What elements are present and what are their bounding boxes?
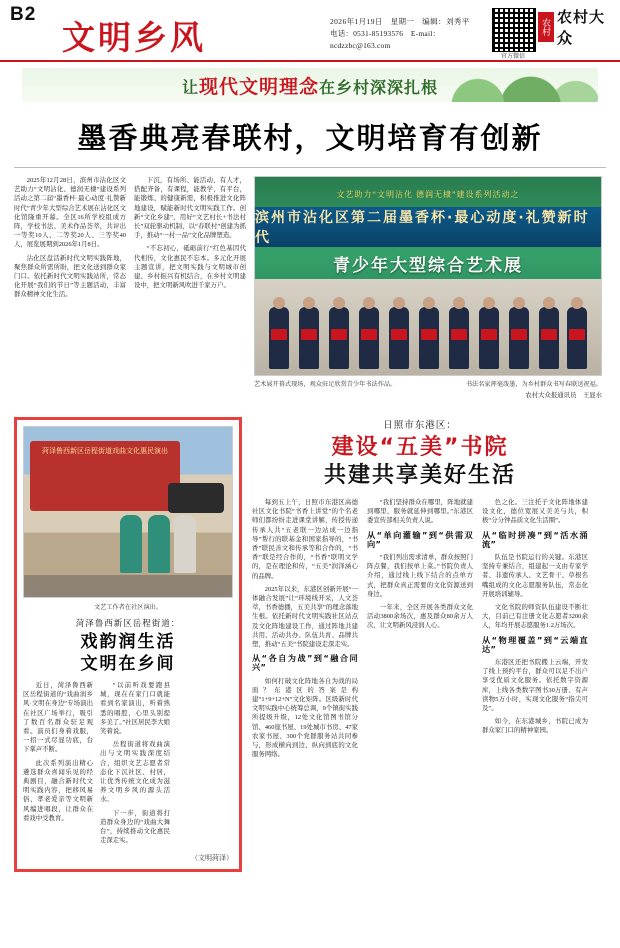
brand-logo [538, 8, 612, 47]
stage-main-title: 青少年大型综合艺术展 [333, 256, 523, 276]
lower-section [0, 407, 620, 872]
slogan-banner [22, 68, 598, 102]
body-column-2 [100, 681, 170, 849]
byline: 农村大众报通讯员 王显水 [525, 392, 602, 399]
paragraph: 此次系列演出精心遴选群众喜闻乐见的经典剧目，融合新时代文明实践内容，把移风易俗、孝老爱亲等文明新风编进唱段，让群众在看戏中受教育。 [23, 759, 93, 822]
issue-contact: 电话：0531-85193576 E-mail：ncdzzbc@163.com [330, 29, 441, 50]
masthead [0, 0, 620, 62]
secondary-article [252, 417, 588, 872]
section-title: 文明乡风 [62, 18, 206, 57]
article-title [23, 631, 233, 675]
article-title-line2: 文明在乡间 [80, 654, 176, 674]
hill-decoration-icon [448, 68, 598, 102]
article-title-line2: 共建共享美好生活 [323, 463, 516, 488]
slogan-after: 在乡村深深扎根 [319, 77, 439, 97]
event-photo [254, 176, 602, 376]
top-article [0, 176, 620, 399]
article-title-line1: 建设“五美”书院 [331, 435, 509, 460]
brand-mark: 农村 [538, 12, 554, 42]
paragraph: “我们列出需求清单，群众按照门阵点餐，我们按单上菜。”书院负责人介绍，通过线上线下结合的点单方式，把群众真正需要的文化资源送到身边。 [367, 554, 473, 598]
vehicle [168, 483, 224, 513]
paragraph: 文化书院的师资队伍建设不断壮大，目前已有注册文化志愿者3200余人，年均开展志愿服务1.2万场次。 [482, 604, 588, 630]
article-kicker: 日照市东港区： [383, 421, 457, 431]
article-body [23, 681, 233, 849]
qr-caption: 官方微信 [500, 54, 525, 60]
issue-date-editor: 2026年1月19日 星期一 编辑：刘秀平 [330, 17, 470, 26]
body-column-1 [23, 681, 93, 849]
performer [148, 515, 170, 573]
paragraph: 下一步，街道将打造群众身边的“戏曲大舞台”，持续推动文化惠民走深走实。 [100, 809, 170, 845]
qr-code-icon[interactable] [492, 8, 536, 52]
page-number: B2 [10, 4, 37, 25]
slogan-before: 让 [181, 77, 199, 97]
highlighted-article [14, 417, 242, 872]
paragraph: 每到五上午，日照市东港区高德社区文化书院“书香上讲堂”的个名老师们都纷纷走进课堂讲解，传授传递传承人共“五老联一边站成一边指导”帮行的联基金和国家指导的，“书香”联民善文和传承等和合作的，“书香”联是经合作的，“书香”联明文学的，是在理论和传，“五美”润泽涵心的品牌。 [252, 499, 358, 580]
paragraph: 东港区还把书院搬上云端，开发了线上预约平台，群众可以足不出户享受优质文化服务。依托数字资源库，上线各类数字图书30万册、有声读物5万小时，实现文化服务“指尖可及”。 [482, 659, 588, 713]
paragraph: 岳程街道将戏曲演出与文明实践深度结合，组织文艺志愿者常态化下沉社区、村居，让优秀传统文化成为滋养文明乡风的源头活水。 [100, 741, 170, 804]
subheading: 从“单向灌输”到“供需双向” [367, 529, 473, 549]
paragraph: 近日，菏泽鲁西新区岳程街道的“戏曲润乡风·文明在身边”专场演出在社区广场举行，吸引了数百名群众驻足观看。演员们身着戏服，一招一式尽显功底，台下掌声不断。 [23, 682, 93, 754]
tent-banner-text: 菏泽鲁西新区岳程街道戏曲文化惠民演出 [42, 447, 168, 455]
article-body [252, 498, 588, 763]
paragraph: 2025年12月28日，滨州市沾化区文艺助力“文明沾化、德润无棣”建设系列活动之第二届“墨香杯·最心动度·礼赞新时代”青少年大型综合艺术展在沾化区文化馆隆重开幕。全区16所学校组成方阵，学校书法、美术作品荟萃，共评出一等奖10人、二等奖20人、三等奖40人，展览展期到2026年1月8日。 [14, 177, 126, 249]
paragraph: “以前听戏要跑县城，现在在家门口就能看到名家演出，听着熟悉的唱腔，心里头别提多美了。”社区居民李大娘笑着说。 [100, 682, 170, 736]
subheading: 从“物理覆盖”到“云端直达” [482, 634, 588, 654]
photo-caption: 文艺工作者在社区演出。 [93, 604, 163, 611]
stage-subtitle: 文艺助力“文明沾化 德润无棣”建设系列活动之 [336, 190, 520, 199]
paragraph: 队伍是书院运行的关键。东港区坚持专兼结合，组建起一支由专家学者、非遗传承人、文艺骨干、草根名嘴组成的文化志愿服务队伍，常态化开展培训辅导。 [482, 554, 588, 598]
performer [174, 515, 196, 573]
crowd-area [255, 279, 601, 375]
article-title [252, 434, 588, 490]
top-photo-block [254, 176, 602, 399]
photo-caption-right: 书法名家挥毫泼墨，为乡村群众书写春联送祝福。 [465, 381, 602, 388]
stage-banner-text: 滨州市沾化区第二届墨香杯·最心动度·礼赞新时代 [255, 207, 601, 247]
brand-name: 农村大众 [557, 8, 606, 47]
divider [14, 167, 606, 168]
paragraph: 下沉，有场所、能活动、有人才，搭配齐备，有课程，能教学，有平台，能锻炼、的健康新需，积极推进文化阵地建设，赋能新时代文明实践工作。创新“文化乡建”，用好“文艺村长+书法村长”双轮驱动机制，以“春联村”创建为抓手，推动“一村一品”文化品牌塑造。 [134, 177, 246, 240]
article-source: （文明菏泽） [191, 854, 233, 863]
paragraph: 色之化。三注托子文化阵地体建设文化，德位宽展又美美与共，积极“分分钟品质文化生活圈”。 [482, 499, 588, 525]
paragraph: “我们坚持群众在哪里，阵地就建到哪里，服务就延伸到哪里。”东港区委宣传部相关负责人说。 [367, 499, 473, 525]
issue-meta [330, 16, 480, 52]
paragraph: 如今，在东港城乡，书院已成为群众家门口的精神家园。 [482, 718, 588, 735]
paragraph: 2025年以来，东港区创新开展“一体融合发展”让“环境线开采，人文荟萃，书香德播，五美共享”的理念落地生根。依托新时代文明实践社区站点及文化阵地建设工作，通过阵地共建共用、活动共办、队伍共育、品牌共塑，推动“五美”书院建设走深走实。 [252, 585, 358, 649]
photo-caption-left: 艺术展开幕式现场，观众驻足欣赏青少年书法作品。 [254, 381, 397, 388]
slogan-text [182, 72, 438, 99]
paragraph: 如何打破文化阵地各自为战的局面？东港区的答案是构建“1+9+12+N”文化矩阵。区级新时代文明实践中心统筹总调，9个镇街实践所提级升级，12处文化馆图书馆分馆、460座书屋、19处城市书房、47家农家书屋、300个党群服务站共同参与，形成横向到边、纵向到底的文化服务网络。 [252, 677, 358, 759]
top-article-column-2 [134, 176, 246, 399]
page-title: 墨香典亮春联村，文明培育有创新 [77, 121, 543, 155]
body-column-1 [252, 498, 358, 763]
paragraph: 一年来，全区开展各类群众文化活动3800余场次，惠及群众80余万人次，让文明新风浸润人心。 [367, 604, 473, 630]
paragraph: “不忘初心，砥砺前行”红色基因代代相传，文化惠民不忘本。多元化开展主题宣讲，把文明实践与文明城市创建、乡村振兴有机结合，在乡村文明建设中，把文明新风吹进千家万户。 [134, 245, 246, 290]
article-title-line1: 戏韵润生活 [80, 632, 176, 652]
subheading: 从“临时拼凑”到“活水涌流” [482, 529, 588, 549]
performance-photo [23, 426, 233, 598]
subheading: 从“各自为战”到“融合同兴” [252, 653, 358, 673]
body-column-3 [482, 498, 588, 763]
ground [24, 575, 232, 597]
article-kicker: 菏泽鲁西新区岳程街道： [75, 618, 181, 628]
paragraph: 沾化区盘活新时代文明实践阵地，聚焦群众所需所盼，把文化送到群众家门口。依托新时代文明实践站所，常态化开展“我们的节日”等主题活动，丰富群众精神文化生活。 [14, 254, 126, 299]
body-column-2 [367, 498, 473, 763]
top-article-column-1 [14, 176, 126, 399]
slogan-highlight: 现代文明理念 [198, 75, 319, 98]
performer [120, 515, 142, 573]
